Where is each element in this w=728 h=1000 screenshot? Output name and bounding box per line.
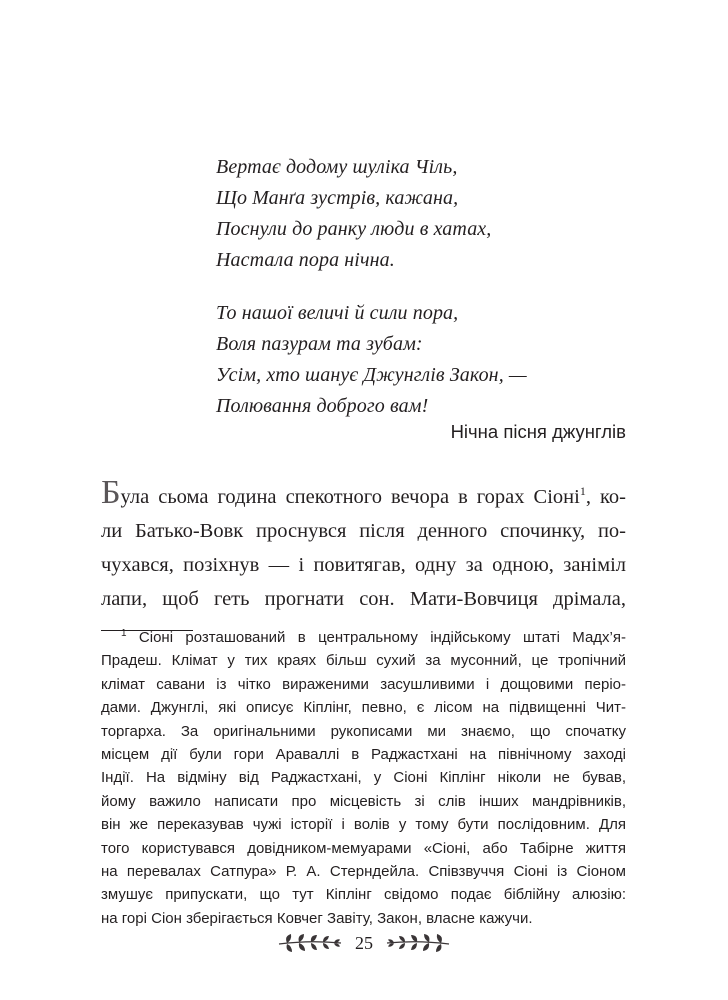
verse-line: То нашої величі й сили пора, <box>216 302 459 324</box>
footnote-line: дами. Джунглі, які описує Кіплінг, певно, є лісом на підвищенні Чит- <box>101 699 626 717</box>
body-line: лапи, щоб геть прогнати сон. Мати-Вовчиця дрімала, <box>101 588 626 610</box>
verse-stanza-1 <box>216 152 527 276</box>
verse-line: Що Манґа зустрів, кажана, <box>216 187 459 209</box>
footnote-line-text: Сіоні розташований в центральному індійському штаті Мадх’я- <box>138 629 627 646</box>
footnote <box>101 626 626 930</box>
footnote-line <box>101 626 626 649</box>
footnote-line: на перевалах Сатпура» Р. А. Стерндейла. Співзвуччя Сіоні із Сіоном <box>101 863 626 881</box>
footnote-line: місцем дії були гори Араваллі в Раджастхані на північному заході <box>101 746 626 764</box>
footnote-line: торгарха. За оригінальними рукописами ми знаємо, що спочатку <box>101 722 626 740</box>
verse-line: Усім, хто шанує Джунглів Закон, — <box>216 364 527 386</box>
body-line-text: , ко- <box>585 486 626 508</box>
footnote-line: змушує припускати, що тут Кіплінг свідомо подає біблійну алюзію: <box>101 886 626 904</box>
body-line <box>101 476 626 514</box>
footnote-line: він же переказував чужі історії і волів у тому бути послідовним. Для <box>101 816 626 834</box>
epigraph-verse <box>216 152 527 422</box>
verse-line: Настала пора нічна. <box>216 249 395 271</box>
footnote-marker: 1 <box>121 628 127 639</box>
footnote-line: Індії. На відміну від Раджастхані, у Сіоні Кіплінг ніколи не бував, <box>101 769 626 787</box>
verse-line: Поснули до ранку люди в хатах, <box>216 218 492 240</box>
footnote-line: того користувався довідником-мемуарами «Сіоні, або Табірне життя <box>101 839 626 857</box>
body-line: ли Батько-Вовк проснувся після денного спочинку, по- <box>101 520 626 542</box>
verse-line: Полювання доброго вам! <box>216 395 429 417</box>
body-line: чухався, позіхнув — і повитягав, одну за одною, заніміл <box>101 554 626 576</box>
verse-line: Вертає додому шуліка Чіль, <box>216 156 458 178</box>
page-number: 25 <box>355 933 373 953</box>
verse-line: Воля пазурам та зубам: <box>216 333 423 355</box>
leaf-branch-icon <box>277 931 343 955</box>
epigraph-attribution: Нічна пісня джунглів <box>450 421 626 442</box>
footnote-line: клімат савани із чітко вираженими засушливими і дощовими періо- <box>101 675 626 693</box>
leaf-branch-icon <box>385 931 451 955</box>
drop-cap: Б <box>101 474 121 511</box>
body-line-text: ула сьома година спекотного вечора в горах Сіоні <box>120 486 580 508</box>
footnote-line: йому важило написати про місцевість зі слів інших мандрівників, <box>101 792 626 810</box>
footnote-line: на горі Сіон зберігається Ковчег Завіту, Закон, власне кажучи. <box>101 909 533 927</box>
footnote-line: Прадеш. Клімат у тих краях більш сухий за мусонний, це тропічний <box>101 652 626 670</box>
page-footer <box>0 928 728 958</box>
verse-stanza-2 <box>216 298 527 422</box>
body-paragraph <box>101 476 626 616</box>
footnote-reference[interactable]: 1 <box>579 484 586 499</box>
